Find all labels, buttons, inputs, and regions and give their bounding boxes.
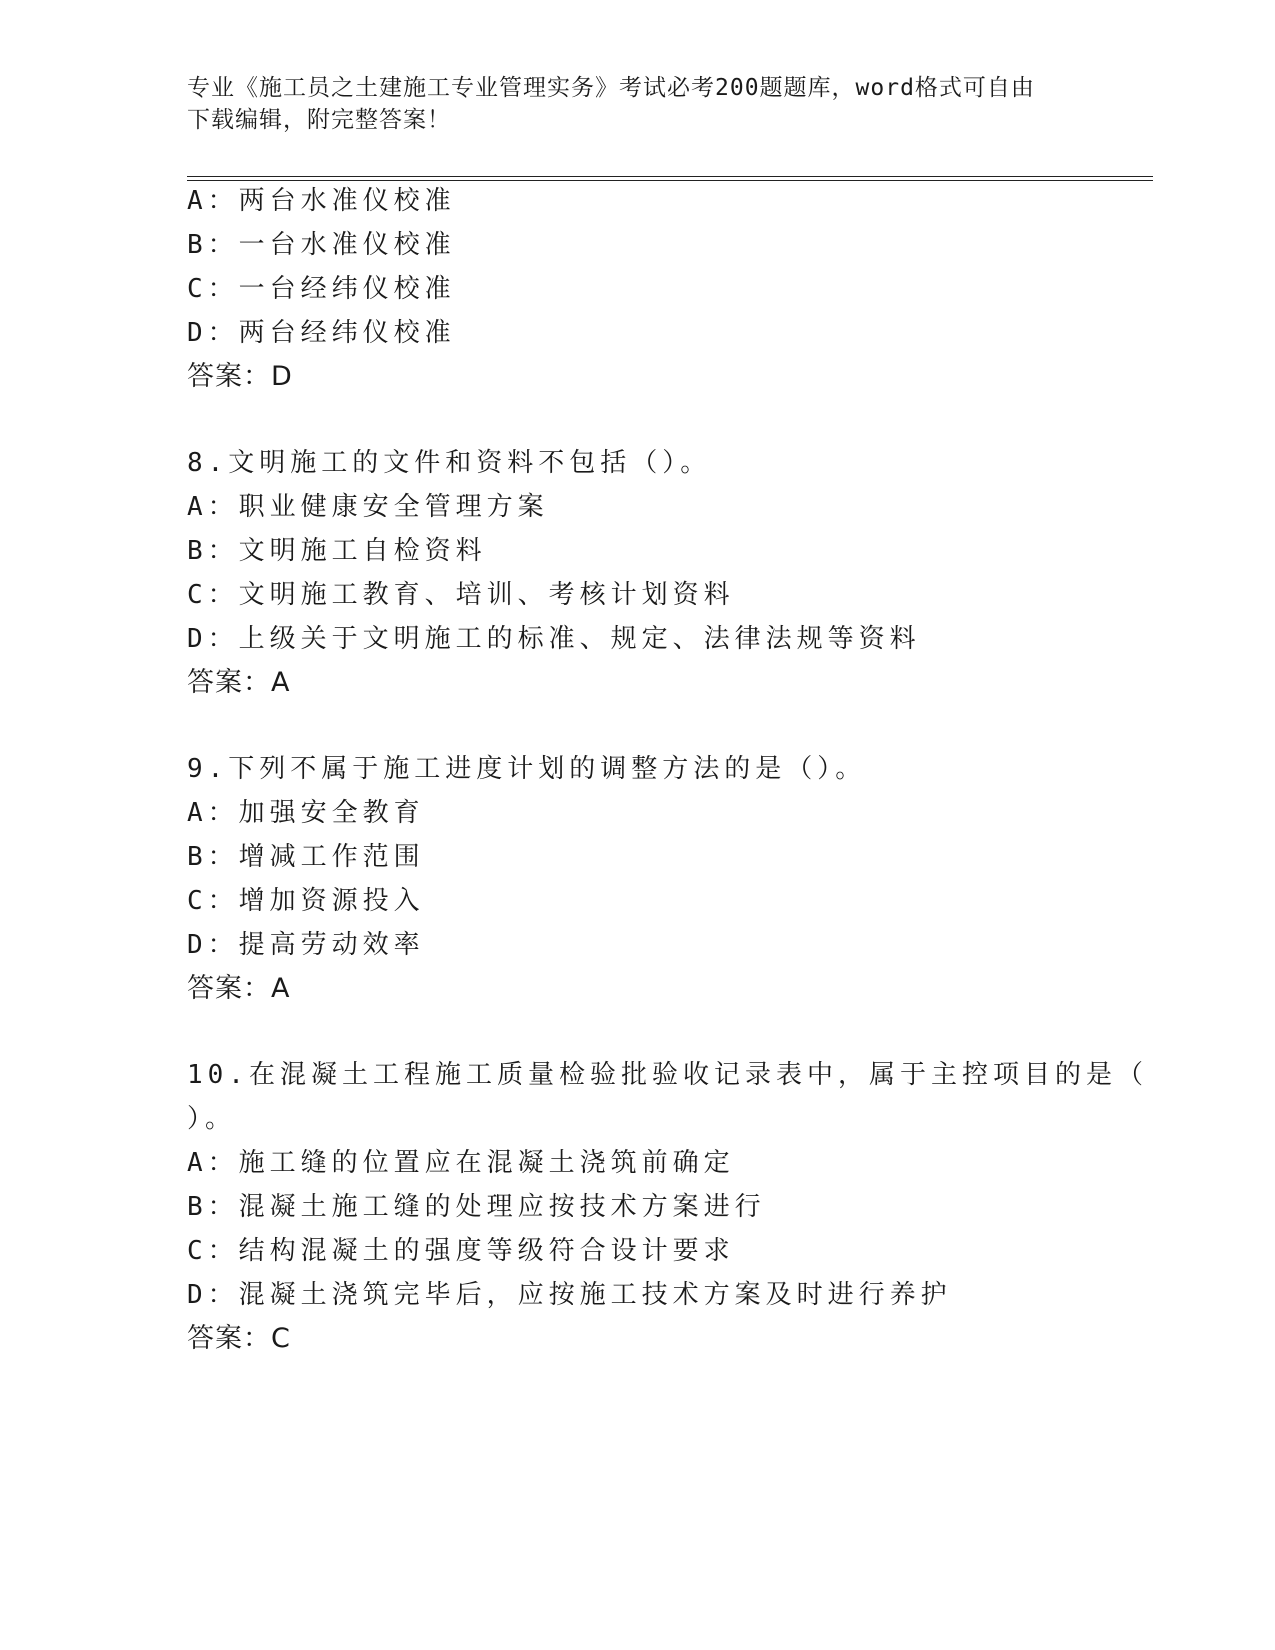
q8-option-a: A：职业健康安全管理方案 xyxy=(187,492,549,522)
header-line-1: 专业《施工员之土建施工专业管理实务》考试必考200题题库，word格式可自由 xyxy=(187,75,1035,101)
document-header xyxy=(187,72,1087,136)
q7-answer: 答案：D xyxy=(187,361,293,392)
q10-option-a: A：施工缝的位置应在混凝土浇筑前确定 xyxy=(187,1148,735,1178)
q7-option-c: C：一台经纬仪校准 xyxy=(187,274,456,304)
q7-option-b: B：一台水准仪校准 xyxy=(187,230,456,260)
q9-option-b: B：增减工作范围 xyxy=(187,842,425,872)
q7-option-a: A：两台水准仪校准 xyxy=(187,186,456,216)
q8-question: 8.文明施工的文件和资料不包括（）。 xyxy=(187,448,712,478)
q10-answer: 答案：C xyxy=(187,1323,291,1354)
header-line-2: 下载编辑，附完整答案！ xyxy=(187,107,451,133)
q7-option-d: D：两台经纬仪校准 xyxy=(187,318,456,348)
q10-option-b: B：混凝土施工缝的处理应按技术方案进行 xyxy=(187,1192,766,1222)
q8-answer: 答案：A xyxy=(187,667,291,698)
q10-question-line-2: ）。 xyxy=(187,1104,237,1134)
q9-question: 9.下列不属于施工进度计划的调整方法的是（）。 xyxy=(187,754,867,784)
q8-option-c: C：文明施工教育、培训、考核计划资料 xyxy=(187,580,735,610)
q9-answer: 答案：A xyxy=(187,973,291,1004)
q9-option-d: D：提高劳动效率 xyxy=(187,930,425,960)
q8-option-b: B：文明施工自检资料 xyxy=(187,536,487,566)
q10-option-c: C：结构混凝土的强度等级符合设计要求 xyxy=(187,1236,735,1266)
q9-option-a: A：加强安全教育 xyxy=(187,798,425,828)
header-divider xyxy=(187,176,1153,181)
q8-option-d: D：上级关于文明施工的标准、规定、法律法规等资料 xyxy=(187,624,921,654)
q10-option-d: D：混凝土浇筑完毕后，应按施工技术方案及时进行养护 xyxy=(187,1280,952,1310)
q9-option-c: C：增加资源投入 xyxy=(187,886,425,916)
q10-question-line-1: 10.在混凝土工程施工质量检验批验收记录表中，属于主控项目的是（ xyxy=(187,1060,1148,1090)
